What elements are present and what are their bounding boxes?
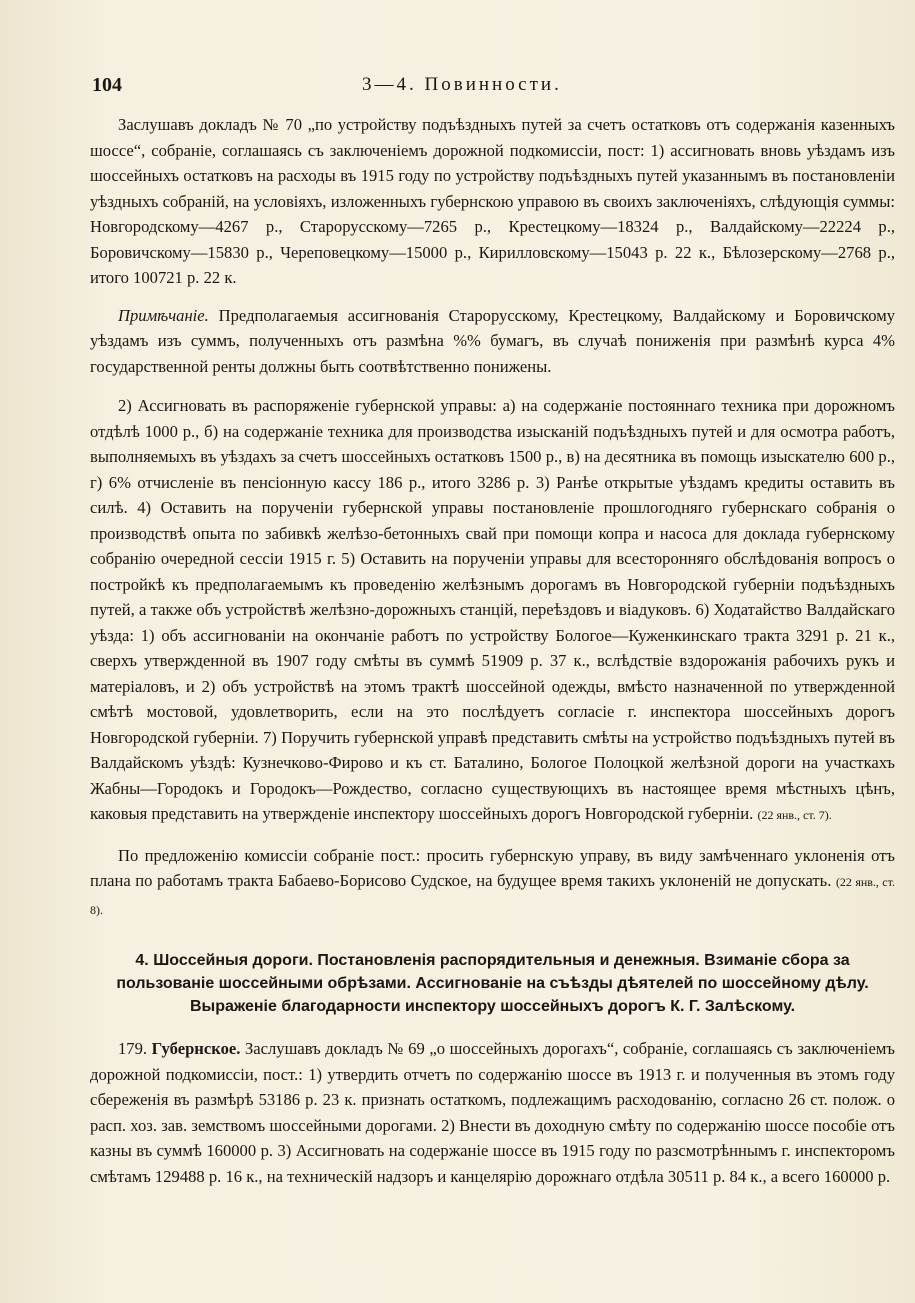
- note-text: Предполагаемыя ассигнованія Старорусскому, Крестецкому, Валдайскому и Боровичскому уѣздамъ изъ суммъ, полученныхъ отъ размѣна %% бумагъ, въ случаѣ пониженія при размѣнѣ курса 4% государственной ренты должны быть соотвѣтственно понижены.: [90, 305, 895, 376]
- paragraph-number: 179.: [118, 1039, 148, 1058]
- page-body: [90, 112, 895, 1201]
- note-label: Примѣчаніе.: [118, 305, 209, 325]
- page-header: [92, 74, 892, 98]
- reference-jan22-art8: (22 янв., ст. 8).: [90, 875, 895, 917]
- section-heading: 4. Шоссейныя дороги. Постановленія распорядительныя и денежныя. Взиманіе сбора за пользованіе шоссейными обрѣзами. Ассигнованіе на съѣзды дѣятелей по шоссейному дѣлу. Выраженіе благодарности инспектору шоссейныхъ дорогъ К. Г. Залѣскому.: [116, 952, 869, 1015]
- paragraph-179: [90, 1036, 895, 1189]
- paragraph-179-text: Заслушавъ докладъ № 69 „о шоссейныхъ дорогахъ“, собраніе, соглашаясь съ заключеніемъ дорожной подкомиссіи, пост.: 1) утвердить отчетъ по содержанію шоссе въ 1913 г. и полученныя въ этомъ году сбереженія въ размѣрѣ 53186 р. 23 к. признать остаткомъ, подлежащимъ расходованію, согласно 26 ст. полож. о расп. хоз. зав. земствомъ шоссейными дорогами. 2) Внести въ доходную смѣту по содержанію шоссе пособіе отъ казны въ суммѣ 160000 р. 3) Ассигновать на содержаніе шоссе въ 1915 году по разсмотрѣннымъ г. инспекторомъ смѣтамъ 129488 р. 16 к., на техническій надзоръ и канцелярію дорожнаго отдѣла 30511 р. 84 к., а всего 160000 р.: [90, 1039, 895, 1186]
- paragraph-commission-text: По предложенію комиссіи собраніе пост.: просить губернскую управу, въ виду замѣченнаго уклоненія отъ плана по работамъ тракта Бабаево-Борисово Судское, на будущее время такихъ уклоненій не допускать.: [90, 845, 895, 890]
- page-number: 104: [92, 74, 122, 96]
- running-title: 3—4. Повинности.: [362, 74, 562, 95]
- paragraph-lead: Губернское.: [151, 1039, 241, 1058]
- paragraph-commission-proposal: [90, 843, 895, 924]
- paragraph-report-70: Заслушавъ докладъ № 70 „по устройству подъѣздныхъ путей за счетъ остатковъ отъ содержанія казенныхъ шоссе“, собраніе, соглашаясь съ заключеніемъ дорожной подкомиссіи, пост: 1) ассигновать вновь уѣздамъ изъ шоссейныхъ остатковъ на расходы въ 1915 году по устройству подъѣздныхъ путей указаннымъ въ постановленіи уѣздныхъ собраній, на условіяхъ, изложенныхъ губернскою управою въ своихъ заключеніяхъ, слѣдующія суммы: Новгородскому—4267 р., Старорусскому—7265 р., Крестецкому—18324 р., Валдайскому—22224 р., Боровичскому—15830 р., Череповецкому—15000 р., Кирилловскому—15043 р. 22 к., Бѣлозерскому—2768 р., итого 100721 р. 22 к.: [90, 115, 895, 287]
- note-paragraph: [90, 303, 895, 380]
- paragraph-assignments-text: 2) Ассигновать въ распоряженіе губернской управы: а) на содержаніе постояннаго техника при дорожномъ отдѣлѣ 1000 р., б) на содержаніе техника для производства изысканій подъѣздныхъ путей и для осмотра работъ, выполняемыхъ въ уѣздахъ за счетъ шоссейныхъ остатковъ 1500 р., в) на десятника въ помощь изыскателю 600 р., г) 6% отчисленіе въ пенсіонную кассу 186 р., итого 3286 р. 3) Ранѣе открытые уѣздамъ кредиты оставить въ силѣ. 4) Оставить на порученіи губернской управы постановленіе прошлогодняго губернскаго собранія о производствѣ опыта по забивкѣ желѣзо-бетонныхъ свай при помощи копра и насоса для доклада губернскому собранію очередной сессіи 1915 г. 5) Оставить на порученіи управы для всесторонняго обслѣдованія вопросъ о постройкѣ къ предполагаемымъ къ проведенію желѣзнымъ дорогамъ въ Новгородской губерніи подъѣздныхъ путей, а также объ устройствѣ желѣзно-дорожныхъ станцій, переѣздовъ и віадуковъ. 6) Ходатайство Валдайскаго уѣзда: 1) объ ассигнованіи на окончаніе работъ по устройству Бологое—Куженкинскаго тракта 3291 р. 21 к., сверхъ утвержденной въ 1907 году смѣты въ суммѣ 51909 р. 37 к., вслѣдствіе вздорожанія рабочихъ рукъ и матеріаловъ, и 2) объ устройствѣ на этомъ трактѣ шоссейной одежды, вмѣсто назначенной по утвержденной смѣтѣ мостовой, удовлетворить, если на это послѣдуетъ согласіе г. инспектора шоссейныхъ дорогъ Новгородской губерніи. 7) Поручить губернской управѣ представить смѣты на устройство подъѣздныхъ путей въ Валдайскомъ уѣздѣ: Кузнечково-Фирово и къ ст. Баталино, Бологое Полоцкой желѣзной дороги на участкахъ Жабны—Городокъ и Городокъ—Рождество, согласно существующихъ въ настоящее время мѣстныхъ цѣнъ, каковыя представить на утвержденіе инспектору шоссейныхъ дорогъ Новгородской губерніи.: [90, 396, 895, 823]
- reference-jan22-art7: (22 янв., ст. 7).: [757, 808, 832, 822]
- paragraph-assignments: [90, 393, 895, 829]
